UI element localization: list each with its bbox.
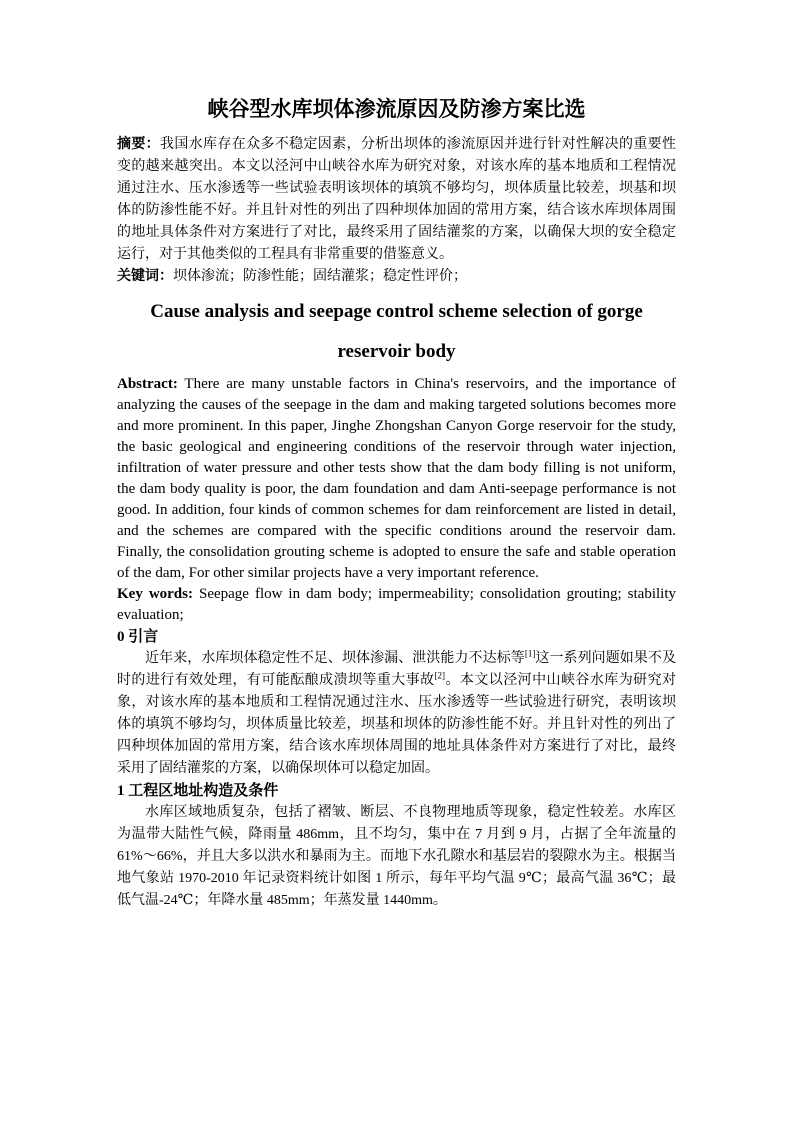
- section-heading-intro: 0 引言: [117, 629, 159, 645]
- intro-paragraph: [117, 648, 676, 780]
- keywords-en-text: Seepage flow in dam body; impermeability; consolidation grouting; stability evaluation;: [117, 586, 676, 623]
- abstract-en-label: Abstract:: [117, 376, 178, 392]
- paper-title-en: [117, 292, 676, 372]
- intro-text-3: 。本文以泾河中山峡谷水库为研究对象，对该水库的基本地质和工程情况通过注水、压水渗透等一些试验进行研究，表明该坝体的填筑不够均匀，坝体质量比较差，坝基和坝体的防渗性能不好。并且针对性的列出了四种坝体加固的常用方案，结合该水库坝体周围的地址具体条件对方案进行了对比，最终采用了固结灌浆的方案，以确保坝体可以稳定加固。: [117, 673, 677, 776]
- keywords-en-label: Key words:: [117, 586, 193, 602]
- paper-title-en-line2: reservoir body: [337, 341, 456, 362]
- intro-text-2: 这一系列问题如果不及时的进行有效处理，有可能酝酿成溃坝等重大事故: [117, 651, 677, 688]
- abstract-en-text: There are many unstable factors in China's reservoirs, and the importance of analyzing the causes of the seepage in the dam and making targeted solutions becomes more and more prominent. In this paper, Jinghe Zhongshan Canyon Gorge reservoir for the study, the basic geological and engineering conditions of the reservoir through water injection, infiltration of water pressure and other tests show that the dam body filling is not uniform, the dam body quality is poor, the dam foundation and dam Anti-seepage performance is not good. In addition, four kinds of common schemes for dam reinforcement are listed in detail, and the schemes are compared with the specific conditions around the reservoir dam. Finally, the consolidation grouting scheme is adopted to ensure the safe and stable operation of the dam, For other similar projects have a very important reference.: [117, 376, 676, 581]
- keywords-zh-text: 坝体渗流；防渗性能；固结灌浆；稳定性评价；: [173, 269, 467, 284]
- keywords-en-paragraph: [117, 584, 676, 626]
- citation-ref-2: [2]: [434, 670, 446, 681]
- abstract-zh-text: 我国水库存在众多不稳定因素，分析出坝体的渗流原因并进行针对性解决的重要性变的越来越突出。本文以泾河中山峡谷水库为研究对象，对该水库的基本地质和工程情况通过注水、压水渗透等一些试验表明该坝体的填筑不够均匀，坝体质量比较差，坝基和坝体的防渗性能不好。并且针对性的列出了四种坝体加固的常用方案，结合该水库坝体周围的地址具体条件对方案进行了对比，最终采用了固结灌浆的方案，以确保大坝的安全稳定运行，对于其他类似的工程具有非常重要的借鉴意义。: [117, 137, 677, 262]
- paper-title-zh: 峡谷型水库坝体渗流原因及防渗方案比选: [207, 97, 586, 121]
- abstract-en-paragraph: [117, 374, 676, 584]
- paper-title-en-line1: Cause analysis and seepage control scheme selection of gorge: [150, 301, 643, 322]
- section-heading-site-conditions: 1 工程区地址构造及条件: [117, 783, 279, 799]
- keywords-zh-label: 关键词：: [117, 269, 173, 284]
- abstract-zh-paragraph: [117, 134, 676, 266]
- citation-ref-1: [1]: [524, 648, 536, 659]
- intro-text-1: 近年来，水库坝体稳定性不足、坝体渗漏、泄洪能力不达标等: [145, 651, 525, 666]
- abstract-zh-label: 摘要：: [117, 137, 161, 152]
- site-conditions-paragraph: 水库区域地质复杂，包括了褶皱、断层、不良物理地质等现象，稳定性较差。水库区为温带大陆性气候，降雨量 486mm，且不均匀，集中在 7 月到 9 月，占据了全年流量的 61%～66%，并且大多以洪水和暴雨为主。而地下水孔隙水和基层岩的裂隙水为主。根据当地气象站 1970-2010 年记录资料统计如图 1 所示，每年平均气温 9℃；最高气温 36℃；最低气温-24℃；年降水量 485mm；年蒸发量 1440mm。: [117, 805, 676, 908]
- keywords-zh-paragraph: [117, 266, 676, 288]
